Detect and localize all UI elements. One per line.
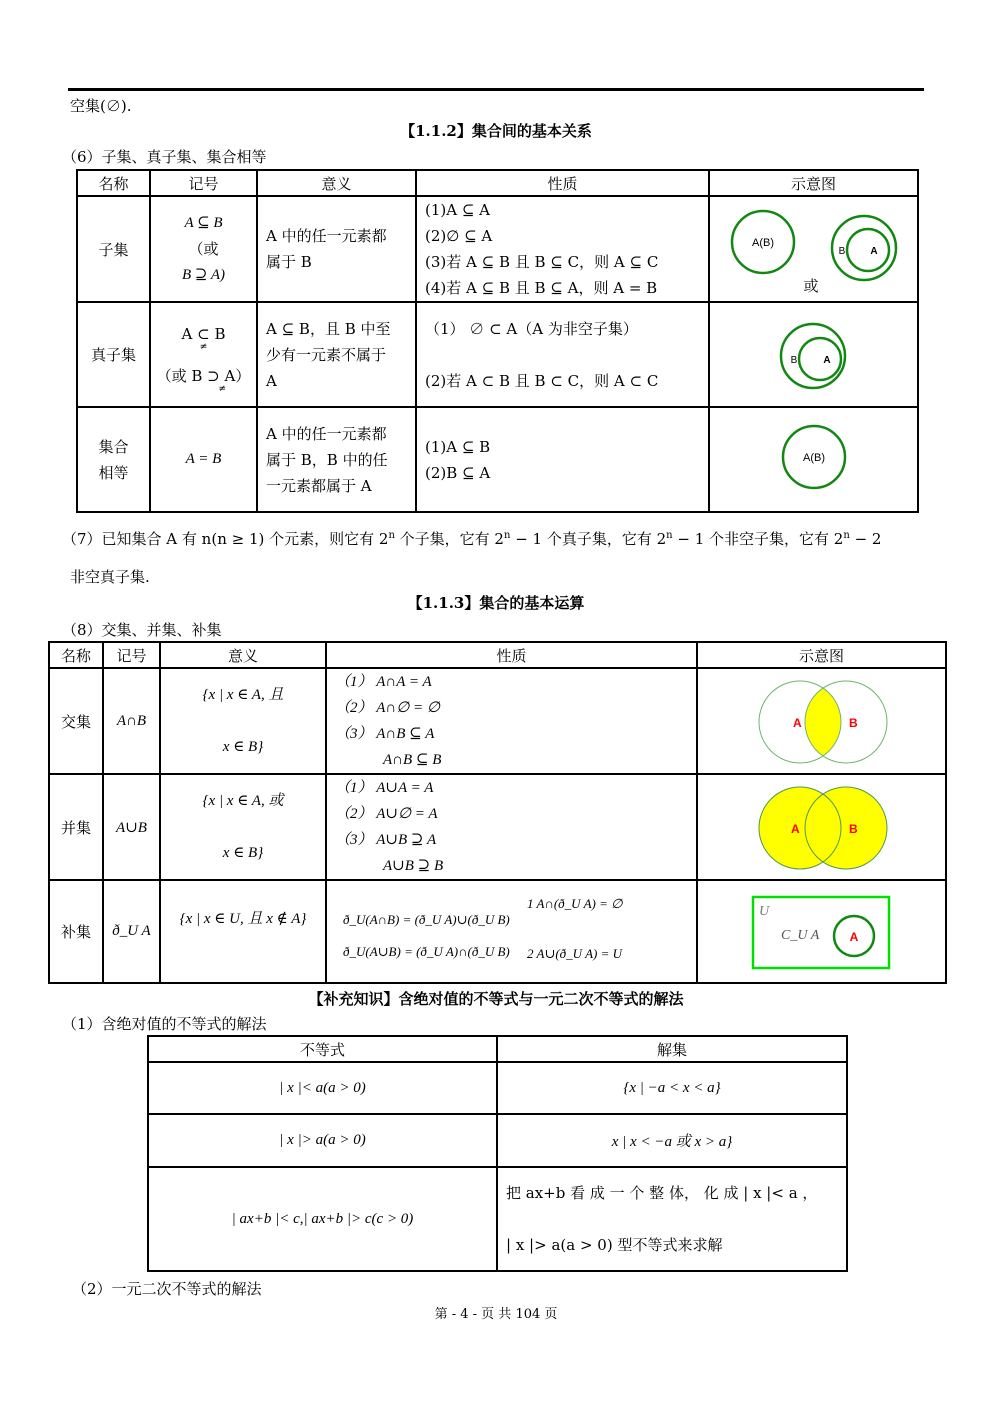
subset-venn-diagram [711,199,916,299]
note-7 [62,528,881,549]
inequality-cell: | ax+b |< c,| ax+b |> c(c > 0) [148,1167,497,1271]
table-row-subset [77,196,918,302]
meaning-line: 一元素都属于 A [266,476,372,495]
inequality-cell: | x |< a(a > 0) [148,1062,497,1114]
row-name: 并集 [49,774,103,880]
empty-set-text: 空集(∅). [70,97,132,115]
label-a: A [849,929,859,944]
note-7-line2: 非空真子集. [70,568,150,586]
row-diagram [697,774,946,880]
notation-line [151,363,256,394]
label-b: B [849,716,858,730]
header-rule [68,88,924,91]
meaning-line: 少有一元素不属于 [266,345,387,364]
property-line: (2)B ⊆ A [425,463,491,482]
exponent: n [503,530,511,541]
proper-subset-venn-diagram [711,305,916,405]
row-meaning [257,302,416,407]
label-ab: A(B) [803,451,825,464]
row-name: 真子集 [77,302,150,407]
label-b: B [838,246,846,257]
row-diagram [709,407,918,512]
property-line: （2） A∩∅ = ∅ [335,700,441,716]
proper-subset-notation: A ⊂ B [181,324,226,343]
row-name: 补集 [49,880,103,983]
de-morgan-law-2: ð_U(A∪B) = (ð_U A)∩(ð_U B) [343,943,510,959]
row-meaning [257,407,416,512]
row-properties [416,302,709,407]
exponent: n [843,530,850,541]
header-notation: 记号 [150,170,257,196]
label-a: A [870,246,878,257]
abs-inequality-table [147,1035,848,1272]
header-inequality: 不等式 [148,1036,497,1062]
row-diagram [709,196,918,302]
equal-sets-venn-diagram [711,410,916,510]
table-row [148,1062,847,1114]
row-notation [150,302,257,407]
header-diagram: 示意图 [697,642,946,668]
note-text: − 1 个真子集，它有 2 [510,530,667,548]
name-line: 相等 [98,463,129,482]
notation-line [151,321,256,352]
or-text: 或 [803,277,819,295]
section-heading-113: 【1.1.3】集合的基本运算 [407,594,585,612]
circle-a-inner [799,338,841,380]
property-line: (2)若 A ⊂ B 且 B ⊂ C，则 A ⊂ C [425,371,659,390]
meaning-line: {x | x ∈ A, 或 [202,793,284,809]
property-line: A∩B ⊆ B [383,752,442,768]
row-meaning [257,196,416,302]
label-a: A [793,716,802,730]
section-heading-supp: 【补充知识】含绝对值的不等式与一元二次不等式的解法 [308,990,684,1008]
row-name [77,407,150,512]
row-name: 子集 [77,196,150,302]
notation-line: A ⊆ B [184,215,223,231]
property-line: （3） A∪B ⊇ A [335,832,437,848]
subtitle-8: （8）交集、并集、补集 [62,621,222,639]
row-notation: ð_U A [103,880,160,983]
property-line: (4)若 A ⊆ B 且 B ⊆ A，则 A = B [425,279,658,297]
table-row-intersection [49,668,946,774]
relations-table [76,169,919,513]
complement-property-2: 2 A∪(ð_U A) = U [527,945,623,961]
table-row [148,1114,847,1167]
exponent: n [666,530,673,541]
meaning-line: x ∈ B} [222,845,264,861]
meaning-line: x ∈ B} [222,739,264,755]
row-diagram [709,302,918,407]
row-diagram [697,880,946,983]
inequality-cell: | x |> a(a > 0) [148,1114,497,1167]
circle-a-inner [847,229,889,271]
row-properties [416,196,709,302]
solution-cell [497,1167,847,1271]
header-meaning: 意义 [160,642,326,668]
row-meaning [160,774,326,880]
table-header-row [148,1036,847,1062]
row-properties [326,880,697,983]
intersection-venn-diagram [699,671,944,771]
solution-line: | x |> a(a > 0) 型不等式来求解 [506,1236,723,1254]
header-name: 名称 [77,170,150,196]
label-a: A [823,354,831,366]
subtitle-6: （6）子集、真子集、集合相等 [62,148,267,166]
row-notation [150,196,257,302]
table-header-row [77,170,918,196]
property-line: （2） A∪∅ = A [335,806,438,822]
label-a: A [791,822,800,836]
label-b: B [790,354,798,366]
table-row-union [49,774,946,880]
header-notation: 记号 [103,642,160,668]
meaning-line: A ⊆ B，且 B 中至 [266,319,391,338]
universal-set-frame [753,897,889,968]
label-u: U [759,903,770,919]
row-notation: A∪B [103,774,160,880]
header-meaning: 意义 [257,170,416,196]
section-heading-112: 【1.1.2】集合间的基本关系 [400,122,592,140]
notation-line: B ⊇ A) [181,267,226,283]
row-name: 交集 [49,668,103,774]
not-equal-mark: ≠ [199,341,208,352]
row-properties [416,407,709,512]
union-venn-diagram [699,777,944,877]
property-line: (1)A ⊆ A [425,201,491,219]
solution-cell: x | x < −a 或 x > a} [497,1114,847,1167]
property-line: (2)∅ ⊆ A [425,227,493,245]
header-diagram: 示意图 [709,170,918,196]
table-row-equal-sets [77,407,918,512]
proper-superset-notation: （或 B ⊃ A） [156,366,251,385]
table-row [148,1167,847,1271]
table-header-row [49,642,946,668]
table-row-complement [49,880,946,983]
page-footer: 第 - 4 - 页 共 104 页 [434,1307,558,1322]
de-morgan-law-1: ð_U(A∩B) = (ð_U A)∪(ð_U B) [343,911,510,927]
meaning-line: A 中的任一元素都 [266,227,387,245]
label-complement: C_U A [781,927,820,943]
complement-diagram [699,882,944,982]
label-b: B [849,822,858,836]
exponent: n [388,530,395,541]
meaning-line: A [266,371,277,390]
meaning-line: 属于 B，B 中的任 [266,450,388,469]
row-meaning [160,668,326,774]
solution-cell: {x | −a < x < a} [497,1062,847,1114]
table-row-proper-subset [77,302,918,407]
solution-line: 把 ax+b 看 成 一 个 整 体， 化 成 | x |< a ， [506,1184,818,1202]
meaning-line: 属于 B [266,253,312,271]
header-name: 名称 [49,642,103,668]
property-line: (3)若 A ⊆ B 且 B ⊆ C，则 A ⊆ C [425,253,659,271]
property-line: （1） A∩A = A [335,674,432,690]
label-ab: A(B) [752,237,774,249]
property-line: （3） A∩B ⊆ A [335,726,435,742]
name-line: 集合 [98,437,129,456]
row-notation: A = B [150,407,257,512]
row-properties [326,668,697,774]
subtitle-supp-2: （2）一元二次不等式的解法 [72,1280,262,1298]
property-line: （1） ∅ ⊂ A（A 为非空子集） [425,319,638,338]
row-notation: A∩B [103,668,160,774]
not-equal-mark: ≠ [218,383,227,394]
property-line: (1)A ⊆ B [425,437,491,456]
meaning-line: {x | x ∈ A, 且 [202,687,284,703]
subtitle-supp-1: （1）含绝对值的不等式的解法 [62,1015,267,1033]
note-text: （7）已知集合 A 有 n(n ≥ 1) 个元素，则它有 2 [62,530,389,548]
header-properties: 性质 [416,170,709,196]
operations-table [48,641,947,984]
note-text: 个子集，它有 2 [394,530,504,548]
row-diagram [697,668,946,774]
property-line: （1） A∪A = A [335,780,434,796]
meaning-line: A 中的任一元素都 [266,424,387,443]
row-properties [326,774,697,880]
notation-line: （或 [188,240,219,258]
note-text: − 1 个非空子集，它有 2 [672,530,844,548]
row-meaning: {x | x ∈ U, 且 x ∉ A} [160,880,326,983]
note-text: − 2 [849,530,882,548]
property-line: A∪B ⊇ B [383,858,444,874]
complement-property-1: 1 A∩(ð_U A) = ∅ [527,895,623,911]
header-properties: 性质 [326,642,697,668]
header-solution: 解集 [497,1036,847,1062]
